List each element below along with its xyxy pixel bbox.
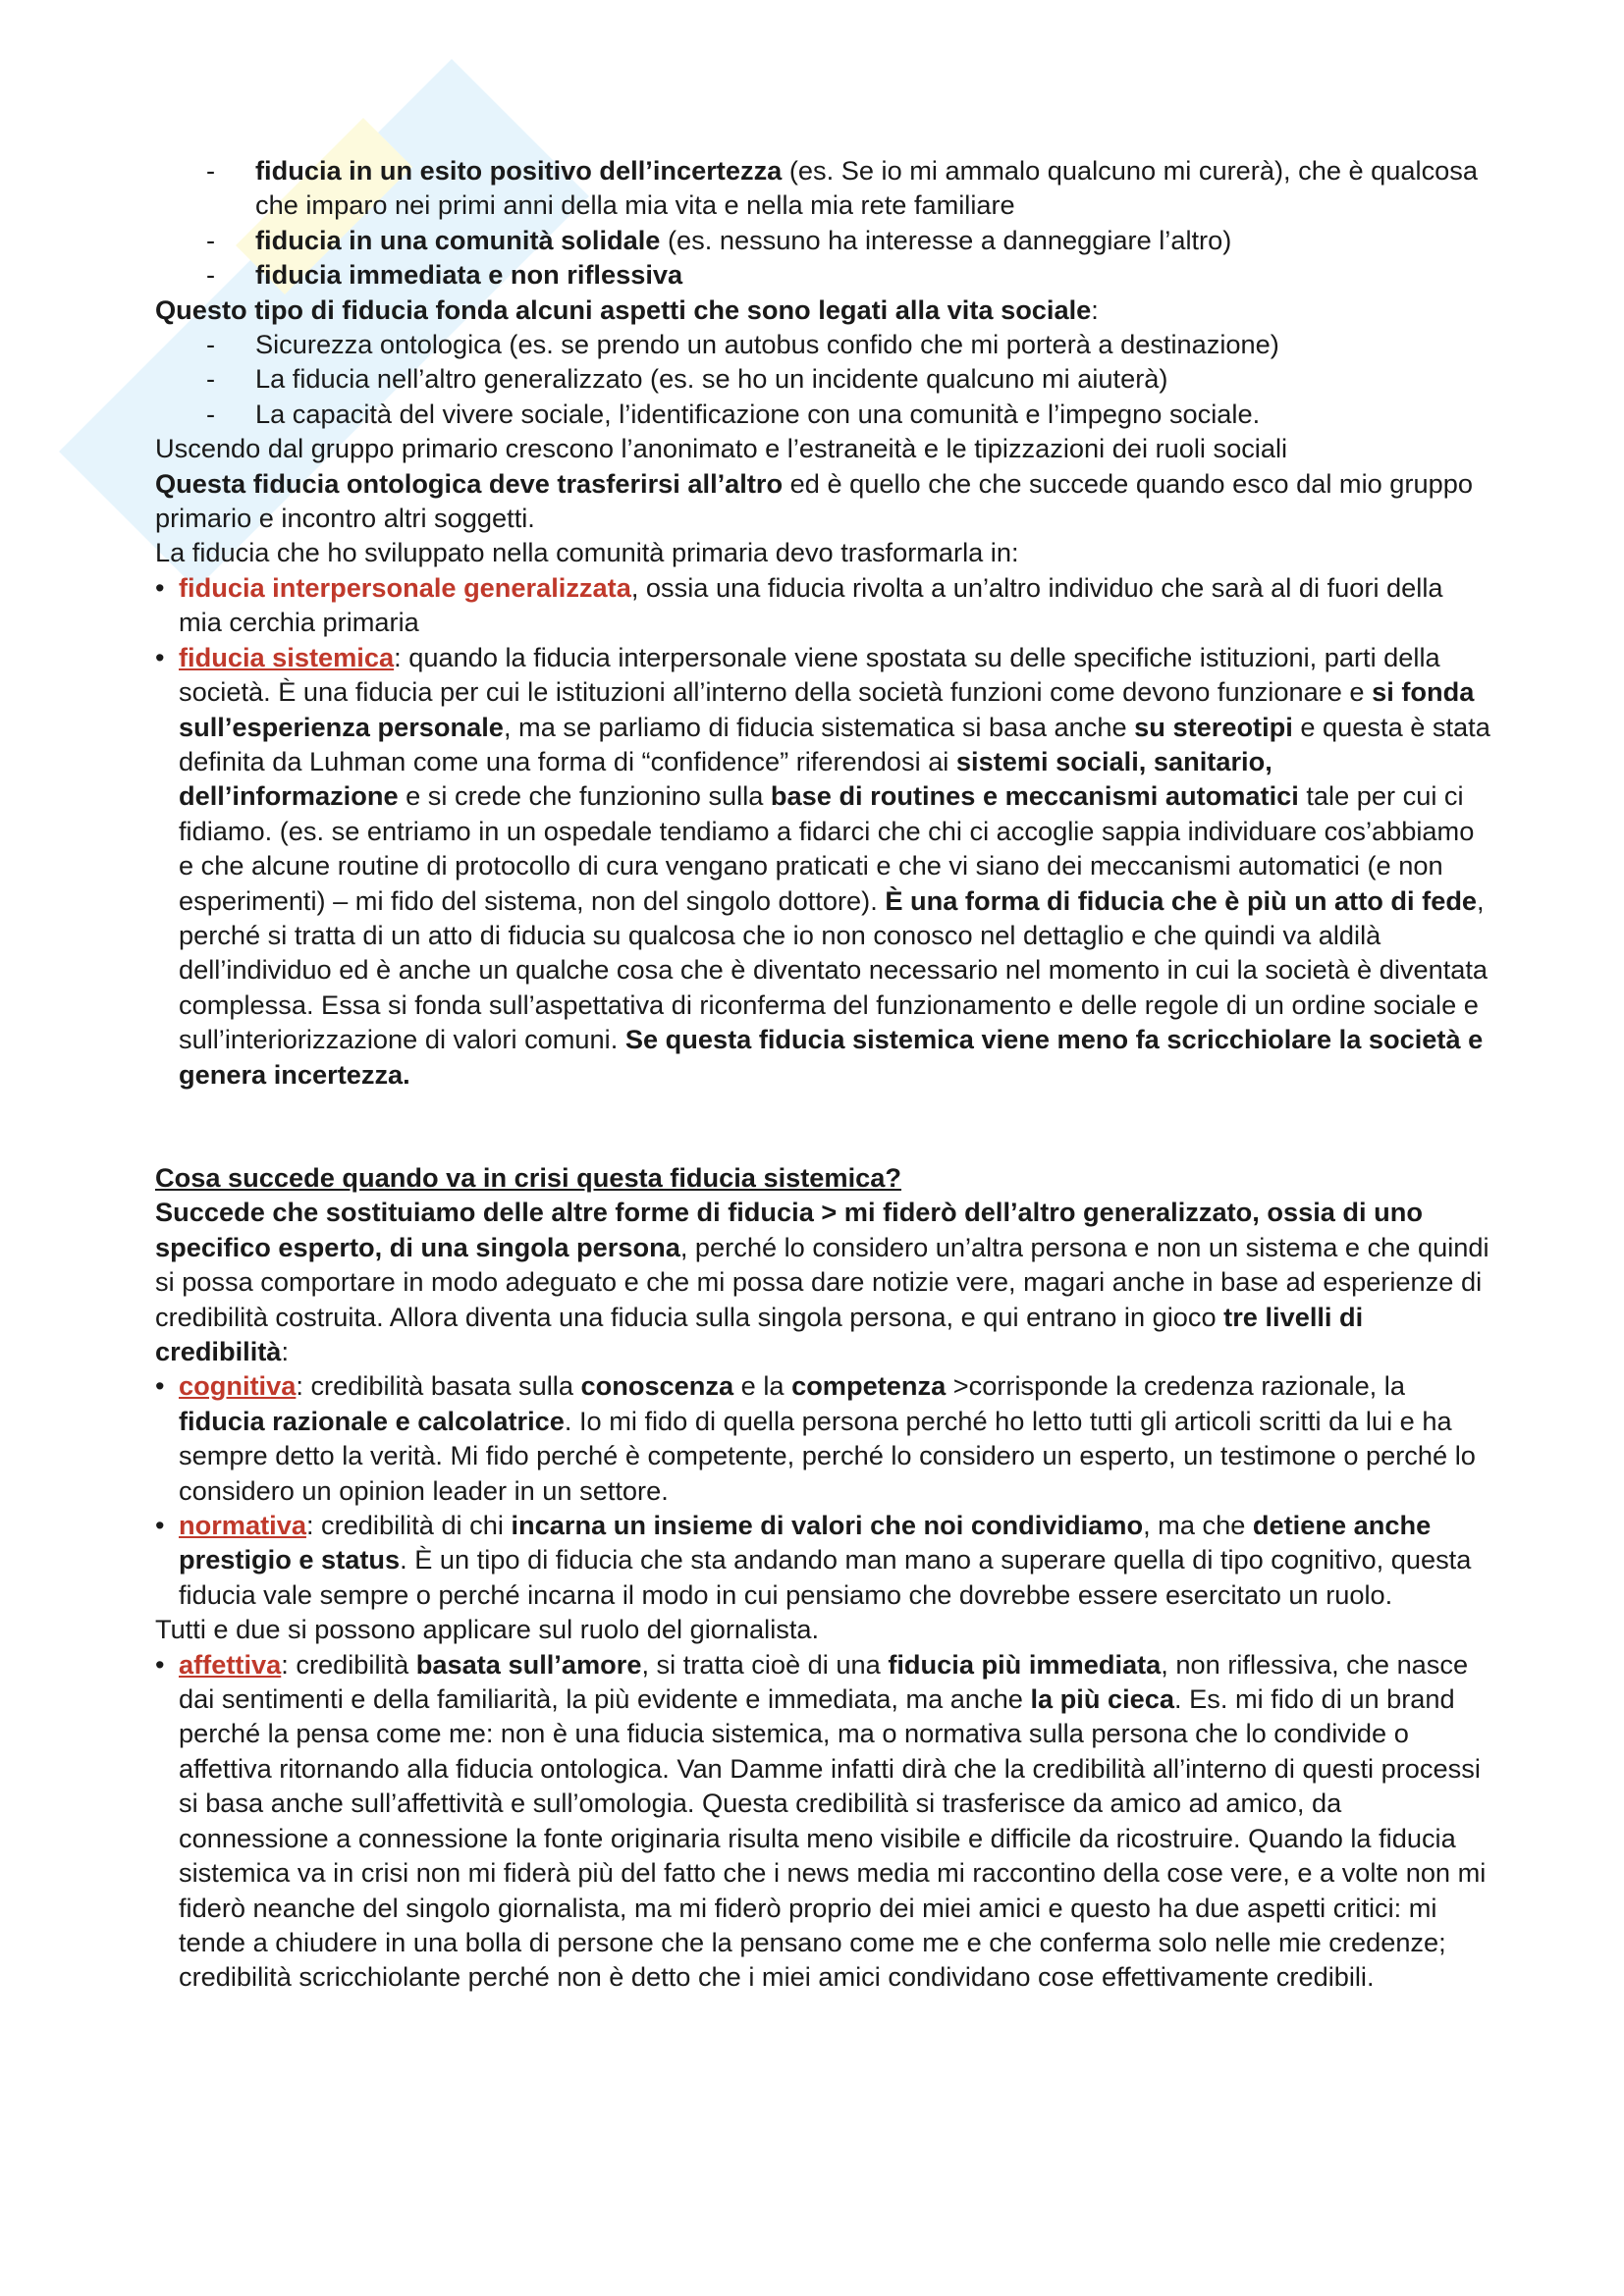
bullet-item [155, 1647, 1490, 1995]
text: , ma se parliamo di fiducia sistematica si basa anche [503, 711, 1135, 742]
bold-text: Se questa fiducia sistemica viene meno fa scricchiolare la società e genera incertezza. [179, 1024, 1484, 1090]
text: : quando la fiducia interpersonale viene spostata su delle specifiche istituzioni, parti della società. È una fiducia per cui le istituzioni all’interno della società funzioni come devono funzionare e [179, 641, 1440, 708]
bold-text: fiducia immediata e non riflessiva [255, 259, 683, 291]
highlight-term: fiducia sistemica [179, 641, 395, 672]
text: . Es. mi fido di un brand perché la pensa come me: non è una fiducia sistemica, ma o normativa sulla persona che lo condivide o affettiva ritornando alla fiducia ontologica. Van Damme infatti dirà che la credibilità all’interno di questi processi si basa anche sull’affettività e sull’omologia. Questa credibilità si trasferisce da amico ad amico, da connessione a connessione la fonte originaria risulta meno visibile e difficile da ricostruire. Quando la fiducia sistemica va in crisi non mi fiderà più del fatto che i news media mi raccontino della cose vere, e a volte non mi fiderò neanche del singolo giornalista, ma mi fiderò proprio dei miei amici e questo ha due aspetti critici: mi tende a chiudere in una bolla di persone che la pensano come me e che conferma solo nelle mie credenze; credibilità scricchiolante perché non è detto che i miei amici condividano cose effettivamente credibili. [179, 1683, 1487, 1993]
text: , ossia una fiducia rivolta a un’altro individuo che sarà al di fuori della mia cerchia primaria [179, 571, 1443, 638]
text: : credibilità di chi [305, 1510, 512, 1541]
text: (es. nessuno ha interesse a danneggiare l’altro) [660, 224, 1232, 255]
list-item [155, 153, 1490, 223]
bold-text: su stereotipi [1134, 711, 1293, 742]
text: . Io mi fido di quella persona perché ho letto tutti gli articoli scritti da lui e ha sempre detto la verità. Mi fido perché è competente, perché lo considero un esperto, un testimone o perché lo considero un opinion leader in un settore. [179, 1405, 1476, 1506]
spacer [155, 1092, 1490, 1160]
bold-text: Questo tipo di fiducia fonda alcuni aspetti che sono legati alla vita sociale [155, 294, 1092, 325]
bold-text: fiducia razionale e calcolatrice [179, 1405, 565, 1436]
bullet-item [155, 1508, 1490, 1612]
bold-text: tre livelli di credibilità [155, 1301, 1364, 1366]
text: : credibilità [281, 1648, 416, 1680]
text: : [1091, 294, 1099, 325]
text: , perché lo considero un’altra persona e non un sistema e che quindi si possa comportare in modo adeguato e che mi possa dare notizie vere, magari anche in base ad esperienze di credibilità costruita. Allora diventa una fiducia sulla singola persona, e qui entrano in gioco [155, 1231, 1489, 1332]
text: , ma che [1143, 1510, 1253, 1541]
highlight-term: cognitiva [179, 1370, 297, 1402]
list-item: - La capacità del vivere sociale, l’identificazione con una comunità e l’impegno sociale. [155, 397, 1490, 431]
text: . È un tipo di fiducia che sta andando man mano a superare quella di tipo cognitivo, questa fiducia vale sempre o perché incarna il modo in cui pensiamo che dovrebbe essere esercitato un ruolo. [179, 1544, 1472, 1610]
paragraph: Uscendo dal gruppo primario crescono l’anonimato e l’estraneità e le tipizzazioni dei ruoli sociali [155, 433, 1288, 464]
text: , non riflessiva, che nasce dai sentimenti e della familiarità, la più evidente e immediata, ma anche [179, 1648, 1469, 1715]
text: e si crede che funzionino sulla [398, 780, 771, 812]
paragraph [155, 1195, 1490, 1368]
highlight-term: normativa [179, 1510, 306, 1541]
bold-text: competenza [791, 1370, 947, 1402]
paragraph: Tutti e due si possono applicare sul ruolo del giornalista. [155, 1614, 820, 1645]
text: tale per cui ci fidiamo. (es. se entriamo in un ospedale tendiamo a fidarci che chi ci accoglie sappia individuare cos’abbiamo e che alcune routine di protocollo di cura vengano praticati e che vi siano dei meccanismi automatici (e non esperimenti) – mi fido del sistema, non del singolo dottore). [179, 780, 1475, 916]
text: >corrisponde la credenza razionale, la [946, 1370, 1405, 1402]
paragraph [155, 293, 1490, 327]
text: : [281, 1336, 289, 1366]
text: ed è quello che che succede quando esco dal mio gruppo primario e incontro altri soggetti. [155, 467, 1473, 534]
list-item: - La fiducia nell’altro generalizzato (es. se ho un incidente qualcuno mi aiuterà) [155, 361, 1490, 396]
text: (es. Se io mi ammalo qualcuno mi curerà), che è qualcosa che imparo nei primi anni della mia vita e nella mia rete familiare [255, 155, 1479, 221]
bold-text: fiducia in una comunità solidale [255, 224, 661, 255]
bullet-item [155, 1368, 1490, 1508]
bold-text: base di routines e meccanismi automatici [770, 780, 1299, 812]
bold-text: incarna un insieme di valori che noi condividiamo [511, 1510, 1144, 1541]
bold-text: Questa fiducia ontologica deve trasferirsi all’altro [155, 467, 784, 499]
bold-text: conoscenza [580, 1370, 734, 1402]
bold-text: basata sull’amore [415, 1648, 642, 1680]
text: : credibilità basata sulla [296, 1370, 581, 1402]
paragraph [155, 466, 1490, 536]
bold-text: la più cieca [1030, 1683, 1175, 1715]
bold-text: sistemi sociali, sanitario, dell’informazione [179, 745, 1272, 812]
text: , si tratta cioè di una [641, 1648, 889, 1680]
bold-text: fiducia in un esito positivo dell’incertezza [255, 155, 783, 186]
bold-text: detiene anche prestigio e status [179, 1510, 1432, 1575]
bullet-item [155, 570, 1490, 640]
highlight-term: fiducia interpersonale generalizzata [179, 571, 631, 603]
text: e questa è stata definita da Luhman come una forma di “confidence” riferendosi ai [179, 711, 1490, 776]
list-item: - Sicurezza ontologica (es. se prendo un autobus confido che mi porterà a destinazione) [155, 327, 1490, 361]
section-heading: Cosa succede quando va in crisi questa fiducia sistemica? [155, 1161, 902, 1193]
bullet-item [155, 640, 1490, 1092]
document-body [155, 153, 1490, 1995]
text: e la [733, 1370, 792, 1402]
bold-text: fiducia più immediata [888, 1648, 1162, 1680]
bold-text: si fonda sull’esperienza personale [179, 676, 1475, 742]
highlight-term: affettiva [179, 1648, 282, 1680]
bold-text: È una forma di fiducia che è più un atto di fede [885, 884, 1478, 916]
list-item [155, 257, 1490, 292]
text: , perché si tratta di un atto di fiducia su qualcosa che io non conosco nel dettaglio e che quindi va aldilà dell’individuo ed è anche un qualche cosa che è diventato necessario nel momento in cui la società è diventata complessa. Essa si fonda sull’aspettativa di riconferma del funzionamento e delle regole di un ordine sociale e sull’interiorizzazione di valori comuni. [179, 884, 1489, 1055]
list-item [155, 223, 1490, 257]
bold-text: Succede che sostituiamo delle altre forme di fiducia > mi fiderò dell’altro generalizzato, ossia di uno specifico esperto, di una singola persona [155, 1197, 1423, 1262]
paragraph: La fiducia che ho sviluppato nella comunità primaria devo trasformarla in: [155, 537, 1019, 568]
